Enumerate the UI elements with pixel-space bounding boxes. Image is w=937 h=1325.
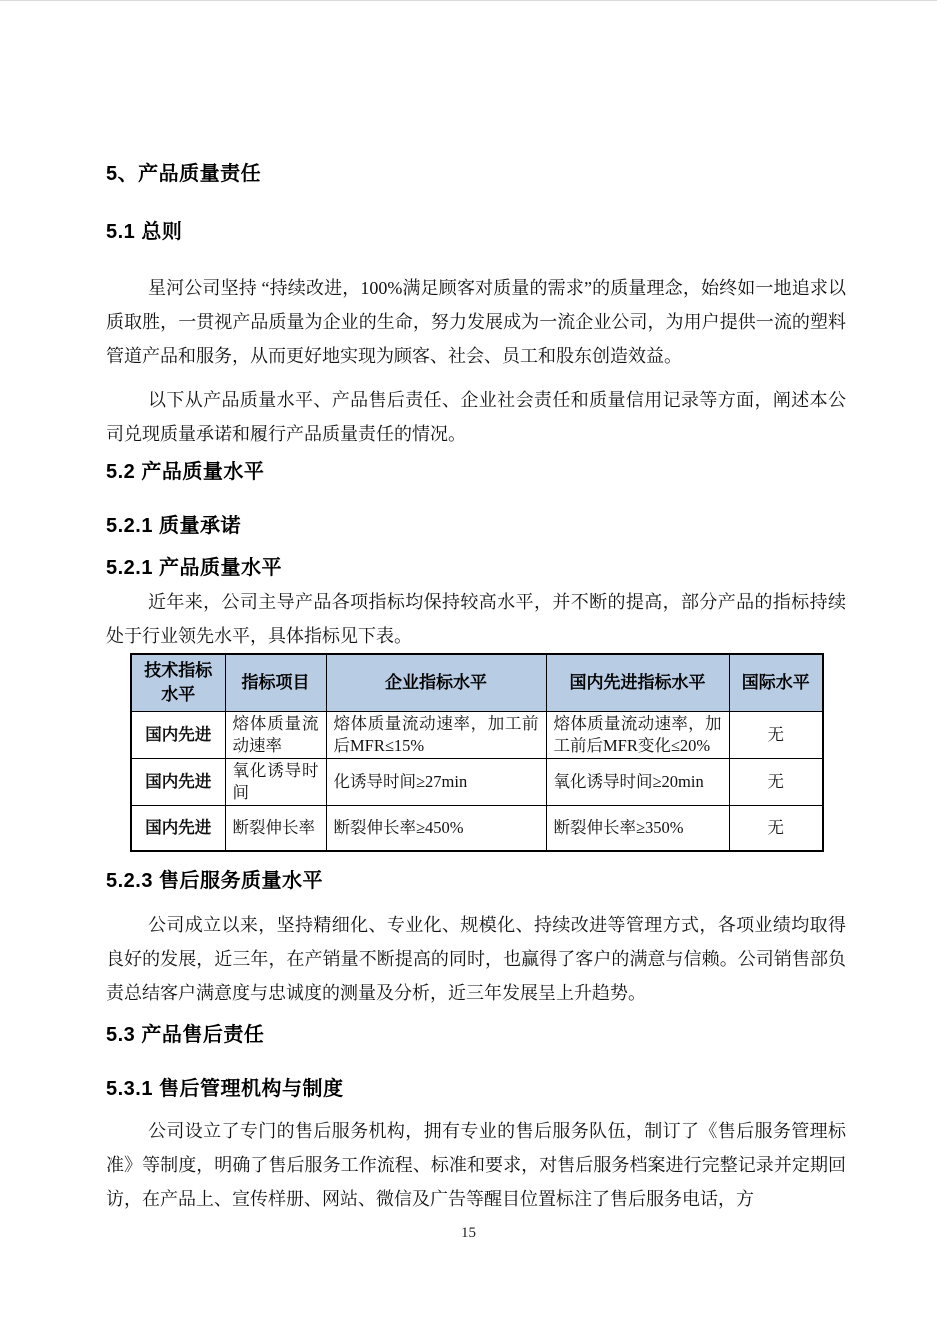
table-cell-enterprise-level: 断裂伸长率≥450% [326,805,546,851]
quality-indicators-table [130,653,824,852]
table-cell-indicator-item: 熔体质量流动速率 [225,711,326,758]
table-cell-enterprise-level: 化诱导时间≥27min [326,758,546,805]
table-header-international-level: 国际水平 [729,654,823,711]
page-number: 15 [461,1225,476,1241]
table-cell-tech-level: 国内先进 [131,758,225,805]
table-cell-indicator-item: 断裂伸长率 [225,805,326,851]
page-content [106,1,846,1216]
heading-after-sales-service-quality: 5.2.3 售后服务质量水平 [106,870,324,892]
table-cell-domestic-level: 氧化诱导时间≥20min [546,758,729,805]
paragraph-report-scope: 以下从产品质量水平、产品售后责任、企业社会责任和质量信用记录等方面，阐述本公司兑现质量承诺和履行产品质量责任的情况。 [106,390,846,444]
table-row [131,758,823,805]
table-cell-tech-level: 国内先进 [131,805,225,851]
heading-product-quality-level: 5.2 产品质量水平 [106,461,265,483]
table-header-indicator-item: 指标项目 [225,654,326,711]
heading-quality-commitment: 5.2.1 质量承诺 [106,515,242,537]
heading-product-quality-responsibility: 5、产品质量责任 [106,163,262,185]
table-cell-international-level: 无 [729,711,823,758]
table-cell-domestic-level: 断裂伸长率≥350% [546,805,729,851]
table-cell-international-level: 无 [729,758,823,805]
table-header-enterprise-level: 企业指标水平 [326,654,546,711]
paragraph-quality-philosophy: 星河公司坚持 “持续改进，100%满足顾客对质量的需求”的质量理念，始终如一地追求以质取胜，一贯视产品质量为企业的生命，努力发展成为一流企业公司，为用户提供一流的塑料管道产品和服务，从而更好地实现为顾客、社会、员工和股东创造效益。 [106,278,846,366]
table-row [131,711,823,758]
table-row [131,805,823,851]
paragraph-after-sales-organization: 公司设立了专门的售后服务机构，拥有专业的售后服务队伍，制订了《售后服务管理标准》等制度，明确了售后服务工作流程、标准和要求，对售后服务档案进行完整记录并定期回访，在产品上、宣传样册、网站、微信及广告等醒目位置标注了售后服务电话，方 [106,1121,846,1209]
table-header-row [131,654,823,711]
table-cell-international-level: 无 [729,805,823,851]
table-cell-domestic-level: 熔体质量流动速率，加工前后MFR变化≤20% [546,711,729,758]
table-cell-enterprise-level: 熔体质量流动速率，加工前后MFR≤15% [326,711,546,758]
heading-general-principles: 5.1 总则 [106,221,183,243]
paragraph-indicators-intro: 近年来，公司主导产品各项指标均保持较高水平，并不断的提高，部分产品的指标持续处于行业领先水平，具体指标见下表。 [106,592,846,646]
heading-product-quality-level-sub: 5.2.1 产品质量水平 [106,557,283,579]
heading-product-after-sales-responsibility: 5.3 产品售后责任 [106,1024,265,1046]
heading-after-sales-organization: 5.3.1 售后管理机构与制度 [106,1078,344,1100]
table-header-tech-level: 技术指标水平 [131,654,225,711]
paragraph-after-sales-quality: 公司成立以来，坚持精细化、专业化、规模化、持续改进等管理方式，各项业绩均取得良好的发展，近三年，在产销量不断提高的同时，也赢得了客户的满意与信赖。公司销售部负责总结客户满意度与忠诚度的测量及分析，近三年发展呈上升趋势。 [106,915,846,1003]
table-header-domestic-advanced-level: 国内先进指标水平 [546,654,729,711]
table-cell-indicator-item: 氧化诱导时间 [225,758,326,805]
table-cell-tech-level: 国内先进 [131,711,225,758]
